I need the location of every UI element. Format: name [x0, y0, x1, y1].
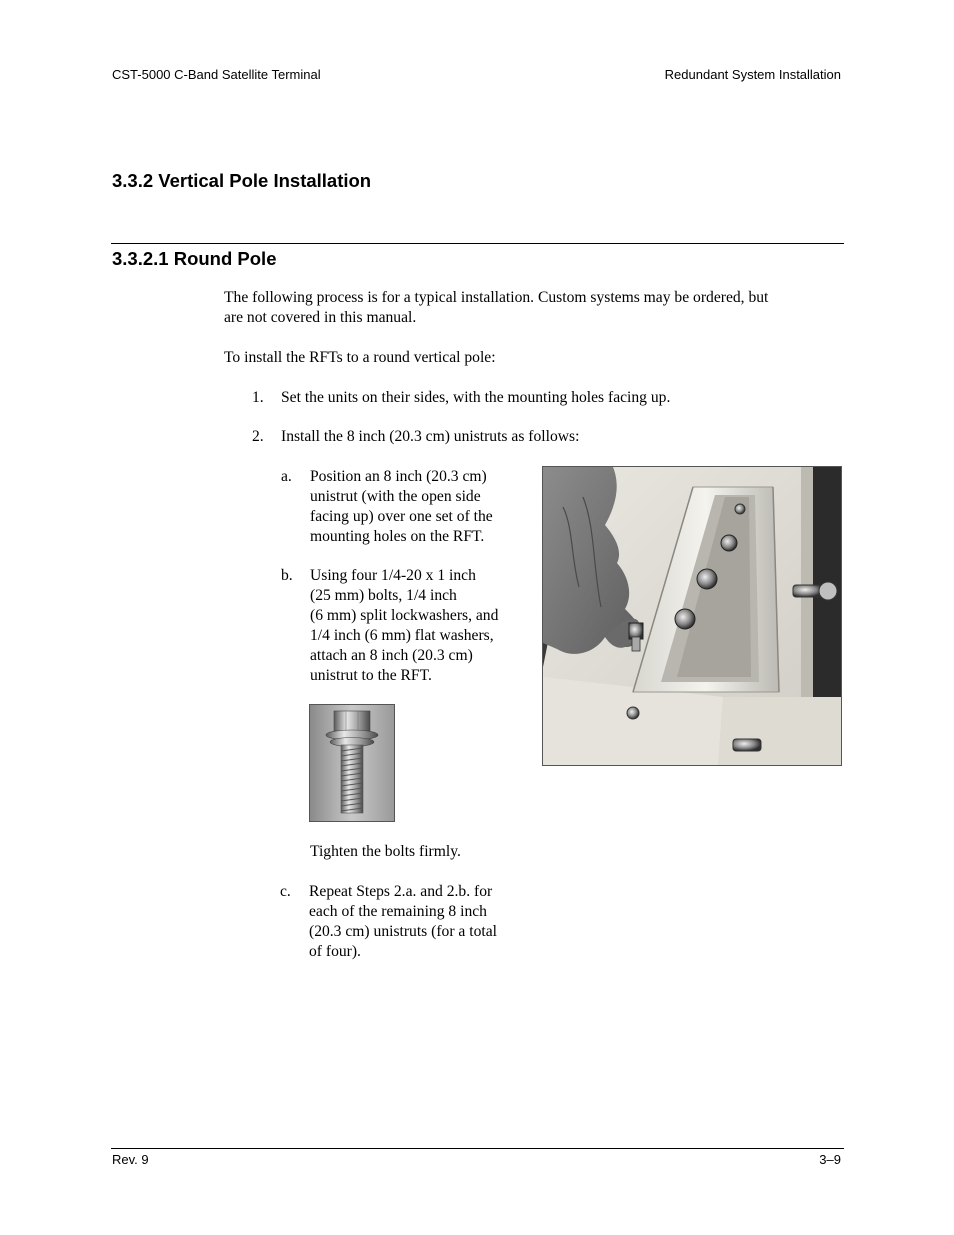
- step-text: Set the units on their sides, with the mounting holes facing up.: [281, 389, 671, 406]
- bolt-photo: [309, 704, 395, 822]
- substep-line: (6 mm) split lockwashers, and: [310, 607, 499, 624]
- lead-paragraph: To install the RFTs to a round vertical pole:: [224, 349, 496, 366]
- substep-line: each of the remaining 8 inch: [309, 903, 487, 920]
- substep-text: [310, 566, 525, 686]
- substep-line: Position an 8 inch (20.3 cm): [310, 468, 487, 485]
- step-text: Install the 8 inch (20.3 cm) unistruts as follows:: [281, 428, 580, 445]
- substep-line: mounting holes on the RFT.: [310, 528, 485, 545]
- unistrut-illustration: [543, 467, 841, 765]
- substep-label: b.: [281, 567, 293, 584]
- substep-line: attach an 8 inch (20.3 cm): [310, 647, 473, 664]
- header-section: Redundant System Installation: [664, 67, 841, 82]
- substep-line: unistrut (with the open side: [310, 488, 481, 505]
- substep-text: [310, 467, 525, 547]
- substep-line: of four).: [309, 943, 361, 960]
- substep-line: unistrut to the RFT.: [310, 667, 432, 684]
- subsection-heading: 3.3.2.1 Round Pole: [112, 248, 277, 269]
- intro-paragraph: [224, 288, 834, 328]
- tighten-note: Tighten the bolts firmly.: [310, 843, 461, 860]
- substep-line: (25 mm) bolts, 1/4 inch: [310, 587, 457, 604]
- substep-line: Repeat Steps 2.a. and 2.b. for: [309, 883, 493, 900]
- header-title: CST-5000 C-Band Satellite Terminal: [112, 67, 321, 82]
- intro-line: are not covered in this manual.: [224, 309, 417, 326]
- section-divider: [111, 243, 844, 244]
- bolt-illustration: [310, 705, 394, 821]
- footer-page-number: 3–9: [819, 1152, 841, 1167]
- substep-label: a.: [281, 468, 292, 485]
- substep-line: 1/4 inch (6 mm) flat washers,: [310, 627, 494, 644]
- footer-divider: [111, 1148, 844, 1149]
- substep-line: facing up) over one set of the: [310, 508, 493, 525]
- substep-line: (20.3 cm) unistruts (for a total: [309, 923, 497, 940]
- intro-line: The following process is for a typical installation. Custom systems may be ordered, but: [224, 289, 769, 306]
- substep-line: Using four 1/4-20 x 1 inch: [310, 567, 476, 584]
- step-number: 2.: [252, 428, 264, 445]
- substep-label: c.: [280, 883, 291, 900]
- unistrut-installation-photo: [542, 466, 842, 766]
- step-number: 1.: [252, 389, 264, 406]
- substep-text: [309, 882, 524, 962]
- footer-revision: Rev. 9: [112, 1152, 149, 1167]
- section-heading: 3.3.2 Vertical Pole Installation: [112, 170, 372, 191]
